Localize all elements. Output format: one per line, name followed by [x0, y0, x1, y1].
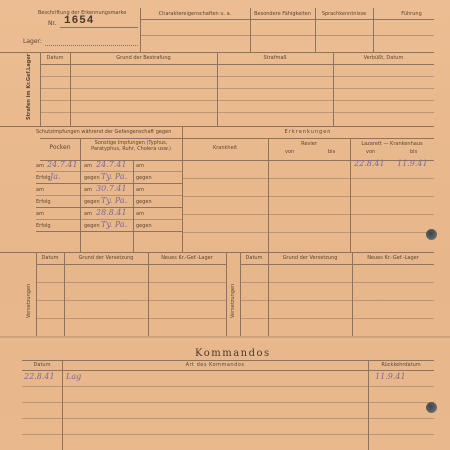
lager-line	[45, 45, 138, 46]
vac-row-label: gegen	[84, 199, 100, 205]
vac-row-label: Erfolg	[36, 223, 51, 229]
rule	[36, 264, 226, 265]
rule	[140, 35, 434, 36]
rule	[140, 19, 434, 20]
rule	[182, 138, 434, 139]
pun-col-date: Datum	[46, 55, 64, 61]
col-pocken: Pocken	[49, 144, 71, 151]
lager-label: Lager:	[23, 38, 42, 45]
vaccinations-title: Schutzimpfungen während der Gefangenschaft gegen	[36, 129, 172, 135]
tr-col-date-2: Datum	[245, 255, 263, 261]
illnesses-title: Erkrankungen	[284, 129, 332, 135]
rule	[62, 360, 63, 450]
rule	[40, 64, 434, 65]
rule	[240, 300, 434, 301]
vac-row-label: gegen	[84, 223, 100, 229]
col-conduct: Führung	[401, 11, 422, 17]
tr-col-reason: Grund der Versetzung	[78, 255, 134, 261]
rule	[133, 160, 134, 252]
vac-row-label: am	[36, 163, 44, 169]
col-skills: Besondere Fähigkeiten	[254, 11, 311, 17]
vac-row-value: 28.8.41	[96, 208, 127, 217]
card-edge	[0, 336, 450, 340]
vac-row-label: am	[136, 163, 144, 169]
col-sonstige: Sonstige Impfungen (Typhus, Paratyphus, Ruhr, Cholera usw.)	[91, 140, 171, 152]
rule	[268, 138, 269, 252]
vac-row-value: Ty. Pa.	[101, 196, 128, 205]
rule	[36, 300, 226, 301]
rule	[40, 100, 434, 101]
vac-row-label: gegen	[136, 175, 152, 181]
tr-col-date: Datum	[41, 255, 59, 261]
kommandos-title: Kommandos	[195, 348, 271, 359]
lazarett-from-date: 22.8.41	[354, 159, 385, 168]
col-languages: Sprachkenntnisse	[321, 11, 367, 17]
vac-row-label: am	[84, 211, 92, 217]
vac-row-label: am	[136, 187, 144, 193]
vac-row-value: Ty. Pa.	[101, 220, 128, 229]
vac-row-label: gegen	[84, 175, 100, 181]
nr-underline	[60, 27, 138, 28]
revier-bis: bis	[328, 149, 336, 155]
rule	[240, 264, 434, 265]
vac-row-label: am	[36, 211, 44, 217]
rule	[22, 434, 434, 435]
rule	[22, 370, 434, 371]
vac-row-label: am	[84, 163, 92, 169]
tr-col-reason-2: Grund der Versetzung	[282, 255, 338, 261]
col-character: Charaktereigenschaften u. a.	[158, 11, 232, 17]
rule	[0, 252, 434, 253]
rule	[36, 231, 182, 232]
vac-row-value: 24.7.41	[96, 160, 127, 169]
rule	[40, 112, 434, 113]
rule	[182, 178, 434, 179]
col-revier: Revier	[301, 141, 317, 147]
rule	[182, 214, 434, 215]
kommando-return-date: 11.9.41	[375, 372, 406, 381]
vac-row-label: gegen	[136, 223, 152, 229]
vac-row-value: 24.7.41	[47, 160, 78, 169]
vac-row-label: Erfolg	[36, 199, 51, 205]
kom-col-type: Art des Kommandos	[185, 362, 245, 368]
vac-row-value: Ty. Pa.	[101, 172, 128, 181]
transfers-side-label-right: Versetzungen	[230, 283, 236, 318]
kommando-type: Lag	[66, 372, 82, 381]
vac-row-label: Erfolg	[36, 175, 51, 181]
punch-hole	[426, 402, 437, 413]
punch-hole	[426, 229, 437, 240]
id-tag-label: Beschriftung der Erkennungsmarke	[38, 10, 127, 16]
lazarett-to-date: 11.9.41	[397, 159, 428, 168]
pun-col-served: Verbüßt, Datum	[363, 55, 404, 61]
col-lazarett: Lazarett — Krankenhaus	[361, 141, 423, 147]
pun-col-penalty: Strafmaß	[263, 55, 287, 61]
rule	[40, 88, 434, 89]
tr-col-camp: Neues Kr.-Gef.-Lager	[161, 255, 213, 261]
col-krankheit: Krankheit	[212, 145, 238, 151]
rule	[40, 138, 182, 139]
rule	[240, 282, 434, 283]
vac-row-label: am	[84, 187, 92, 193]
rule	[0, 126, 434, 127]
lazarett-bis: bis	[410, 149, 418, 155]
kom-col-date: Datum	[33, 362, 51, 368]
vac-row-label: am	[36, 187, 44, 193]
rule	[350, 138, 351, 252]
rule	[36, 282, 226, 283]
pun-col-reason: Grund der Bestrafung	[116, 55, 171, 61]
revier-von: von	[285, 149, 295, 155]
rule	[22, 402, 434, 403]
vac-row-value: Ja.	[50, 172, 61, 181]
nr-prefix: Nr.	[48, 20, 57, 27]
vac-row-label: gegen	[136, 199, 152, 205]
rule	[240, 318, 434, 319]
rule	[22, 418, 434, 419]
rule	[368, 360, 369, 450]
prisoner-number: 1654	[64, 15, 95, 27]
rule	[36, 318, 226, 319]
tr-col-camp-2: Neues Kr.-Gef.-Lager	[367, 255, 419, 261]
kom-col-return: Rückkehrdatum	[381, 362, 421, 368]
punishments-side-label: Strafen im Kr.Gef.Lager	[26, 53, 32, 120]
transfers-side-label-left: Versetzungen	[26, 283, 32, 318]
rule	[182, 196, 434, 197]
lazarett-von: von	[366, 149, 376, 155]
rule	[22, 360, 434, 361]
rule	[182, 232, 434, 233]
rule	[22, 386, 434, 387]
kommando-date: 22.8.41	[24, 372, 55, 381]
rule	[40, 76, 434, 77]
vac-row-value: 30.7.41	[96, 184, 127, 193]
vac-row-label: am	[136, 211, 144, 217]
rule	[226, 252, 227, 336]
